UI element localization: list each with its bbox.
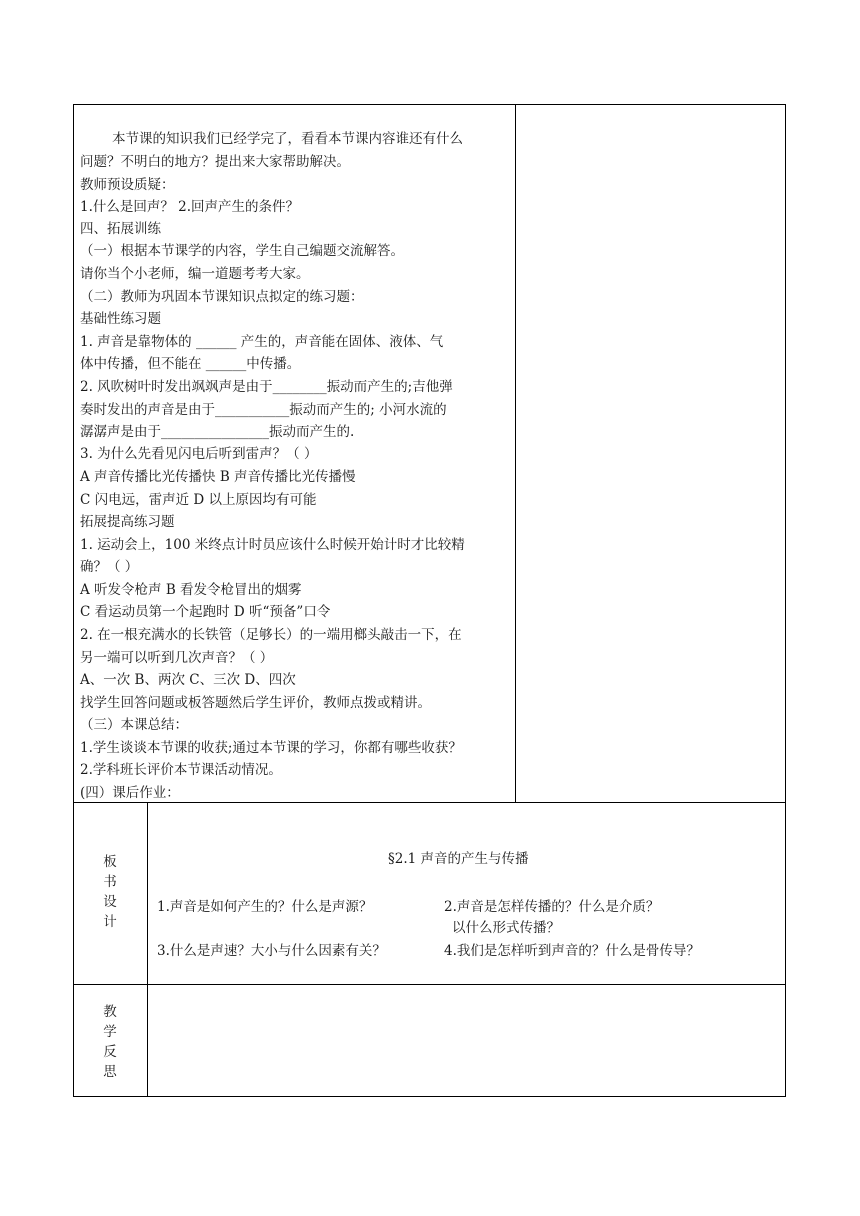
board-item-2: 2.声音是怎样传播的？什么是介质？	[444, 899, 660, 915]
question-line: 2. 风吹树叶时发出飒飒声是由于________振动而产生的;吉他弹	[80, 379, 453, 395]
text-line: 1.什么是回声？ 2.回声产生的条件？	[80, 199, 300, 215]
label-char: 书	[103, 874, 117, 890]
text-line: 教师预设质疑：	[80, 177, 175, 193]
column-divider-label	[147, 802, 148, 1097]
table-border-right	[785, 104, 786, 1097]
board-item-3: 3.什么是声速？大小与什么因素有关？	[157, 943, 386, 959]
question-line: 1. 声音是靠物体的 ______ 产生的，声音能在固体、液体、气	[80, 334, 444, 350]
question-line: 2. 在一根充满水的长铁管（足够长）的一端用榔头敲击一下，在	[80, 627, 462, 643]
teaching-reflection-label	[100, 1002, 120, 1082]
label-char: 学	[103, 1024, 117, 1040]
label-char: 思	[103, 1064, 117, 1080]
text-line: 请你当个小老师，编一道题考考大家。	[80, 266, 310, 282]
text-line: (四）课后作业：	[80, 785, 180, 801]
board-item-1: 1.声音是如何产生的？什么是声源？	[157, 899, 373, 915]
label-char: 板	[103, 854, 117, 870]
board-item-4: 4.我们是怎样听到声音的？什么是骨传导？	[444, 943, 700, 959]
option-line: C 看运动员第一个起跑时 D 听“预备”口令	[80, 604, 331, 620]
row-divider-1	[73, 802, 786, 803]
section-heading: 四、拓展训练	[80, 221, 161, 237]
question-line: 体中传播，但不能在 ______中传播。	[80, 356, 301, 372]
column-divider-top	[515, 104, 516, 802]
option-line: A、一次 B、两次 C、三次 D、四次	[80, 672, 296, 688]
text-line: （三）本课总结：	[80, 717, 188, 733]
option-line: C 闪电远，雷声近 D 以上原因均有可能	[80, 492, 317, 508]
text-line: 2.学科班长评价本节课活动情况。	[80, 762, 282, 778]
text-line: （二）教师为巩固本节课知识点拟定的练习题：	[80, 289, 364, 305]
table-border-left	[73, 104, 74, 1097]
text-line: 找学生回答问题或板答题然后学生评价，教师点拨或精讲。	[80, 695, 431, 711]
label-char: 计	[103, 914, 117, 930]
text-line: 问题？不明白的地方？提出来大家帮助解决。	[80, 154, 350, 170]
question-line: 奏时发出的声音是由于___________振动而产生的; 小河水流的	[80, 402, 447, 418]
text-line: （一）根据本节课学的内容，学生自己编题交流解答。	[80, 243, 404, 259]
label-char: 设	[103, 894, 117, 910]
text-line: 基础性练习题	[80, 311, 161, 327]
option-line: A 听发令枪声 B 看发令枪冒出的烟雾	[80, 582, 302, 598]
table-border-top	[73, 104, 786, 105]
board-design-label	[100, 852, 120, 932]
question-line: 确？（ ）	[80, 559, 139, 575]
label-char: 反	[103, 1044, 117, 1060]
option-line: A 声音传播比光传播快 B 声音传播比光传播慢	[80, 469, 356, 485]
question-line: 另一端可以听到几次声音？（ ）	[80, 650, 274, 666]
board-title: §2.1 声音的产生与传播	[388, 851, 529, 867]
text-line: 1.学生谈谈本节课的收获;通过本节课的学习，你都有哪些收获？	[80, 740, 462, 756]
table-border-bottom	[73, 1096, 786, 1097]
text-line: 拓展提高练习题	[80, 514, 175, 530]
board-item-2-continued: 以什么形式传播？	[452, 920, 560, 936]
question-line: 潺潺声是由于________________振动而产生的.	[80, 424, 355, 440]
label-char: 教	[103, 1004, 117, 1020]
question-line: 1. 运动会上，100 米终点计时员应该什么时候开始计时才比较精	[80, 537, 465, 553]
row-divider-2	[73, 984, 786, 985]
question-line: 3. 为什么先看见闪电后听到雷声？（ ）	[80, 446, 318, 462]
text-line: 本节课的知识我们已经学完了，看看本节课内容谁还有什么	[112, 131, 463, 147]
